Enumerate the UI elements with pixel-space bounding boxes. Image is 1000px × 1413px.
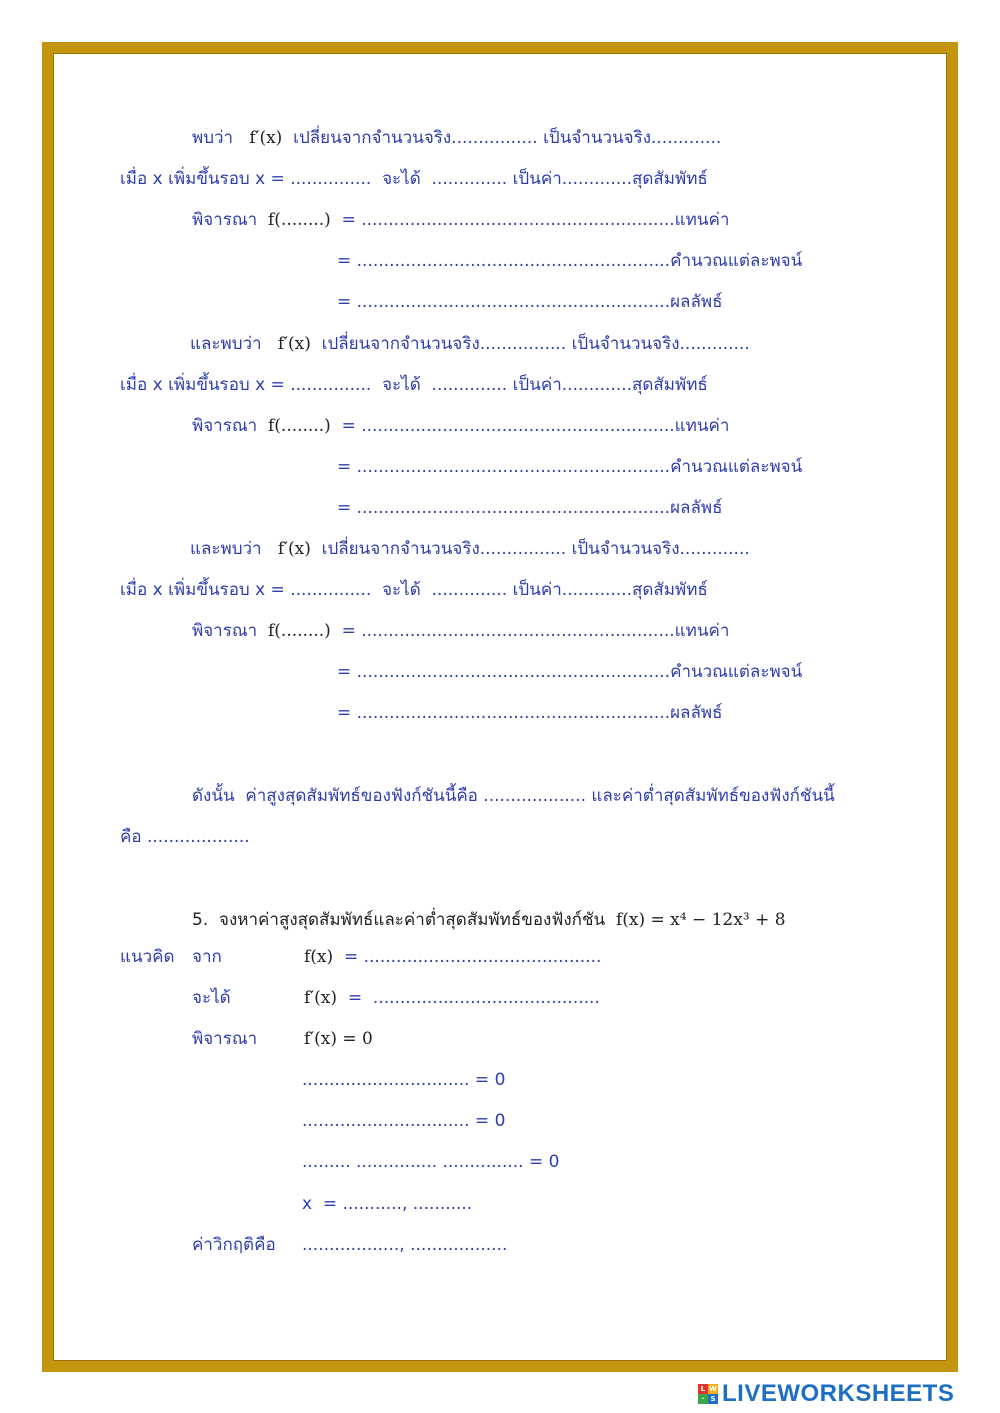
block2-eq3: = ..........................................................ผลลัพธ์ [337,498,723,518]
block3-eq2: = ..........................................................คำนวณแต่ละพจน์ [337,662,803,682]
consider-label: พิจารณา [192,1029,258,1049]
from-line [304,947,601,967]
from-expr: f(x) [304,947,334,967]
logo-text: LIVEWORKSHEETS [722,1380,955,1407]
block1-consider-line [192,210,729,230]
critical-label: ค่าวิกฤติคือ [192,1235,276,1255]
block3-eq1: = ..........................................................แทนค่า [341,621,730,641]
block1-eq2: = ..........................................................คำนวณแต่ละพจน์ [337,251,803,271]
block1-fprime: f′(x) [249,128,283,148]
logo-icon: L W · S [698,1384,718,1404]
from-label: จาก [192,947,222,967]
block2-consider-label: พิจารณา [192,416,258,436]
block2-intro: และพบว่า [190,334,262,354]
block2-eq1: = ..........................................................แทนค่า [341,416,730,436]
block2-f-blank: f(........) [267,416,331,436]
get-expr: f′(x) [304,988,338,1008]
block1-consider-label: พิจารณา [192,210,258,230]
consider-expr: f′(x) = 0 [304,1029,373,1049]
block3-eq3: = ..........................................................ผลลัพธ์ [337,703,723,723]
block1-change-line [192,128,721,148]
block2-change-line [190,334,750,354]
conclusion-line1: ดังนั้น ค่าสูงสุดสัมพัทธ์ของฟังก์ชันนี้คือ ................... และค่าต่ำสุดสัมพัทธ์ของฟังก์ชันนี้ [192,786,835,806]
block2-fprime: f′(x) [277,334,311,354]
block1-eq1: = ..........................................................แทนค่า [341,210,730,230]
from-blank: = ............................................ [343,947,602,967]
get-line [304,988,600,1008]
block2-when-line: เมื่อ x เพิ่มขึ้นรอบ x = ............... จะได้ .............. เป็นค่า.............สุดสัมพัทธ์ [120,375,708,395]
block1-when-line: เมื่อ x เพิ่มขึ้นรอบ x = ............... จะได้ .............. เป็นค่า.............สุดสัมพัทธ์ [120,169,708,189]
block3-when-line: เมื่อ x เพิ่มขึ้นรอบ x = ............... จะได้ .............. เป็นค่า.............สุดสัมพัทธ์ [120,580,708,600]
critical-blank: .................., .................. [302,1235,508,1255]
block3-intro: และพบว่า [190,539,262,559]
block2-eq2: = ..........................................................คำนวณแต่ละพจน์ [337,457,803,477]
step3-blank: ......... ............... ............... = 0 [302,1152,560,1172]
block3-consider-label: พิจารณา [192,621,258,641]
x-values-blank: x = ..........., ........... [302,1194,473,1214]
get-blank: = .......................................... [347,988,600,1008]
approach-label: แนวคิด [120,947,175,967]
liveworksheets-logo [698,1380,954,1408]
block1-change-text: เปลี่ยนจากจำนวนจริง................ เป็นจำนวนจริง............. [293,128,722,148]
block3-f-blank: f(........) [267,621,331,641]
block1-intro: พบว่า [192,128,234,148]
block2-change-text: เปลี่ยนจากจำนวนจริง................ เป็นจำนวนจริง............. [321,334,750,354]
block3-consider-line [192,621,729,641]
step2-blank: ............................... = 0 [302,1111,506,1131]
conclusion-line2: คือ ................... [120,827,250,847]
question5-prompt-line [192,910,786,930]
block1-eq3: = ..........................................................ผลลัพธ์ [337,292,723,312]
block1-f-blank: f(........) [267,210,331,230]
question5-prompt: 5. จงหาค่าสูงสุดสัมพัทธ์และค่าต่ำสุดสัมพัทธ์ของฟังก์ชัน [192,910,606,930]
question5-function: f(x) = x⁴ − 12x³ + 8 [615,910,786,930]
step1-blank: ............................... = 0 [302,1070,506,1090]
block3-fprime: f′(x) [277,539,311,559]
get-label: จะได้ [192,988,231,1008]
block3-change-line [190,539,750,559]
block3-change-text: เปลี่ยนจากจำนวนจริง................ เป็นจำนวนจริง............. [321,539,750,559]
block2-consider-line [192,416,729,436]
